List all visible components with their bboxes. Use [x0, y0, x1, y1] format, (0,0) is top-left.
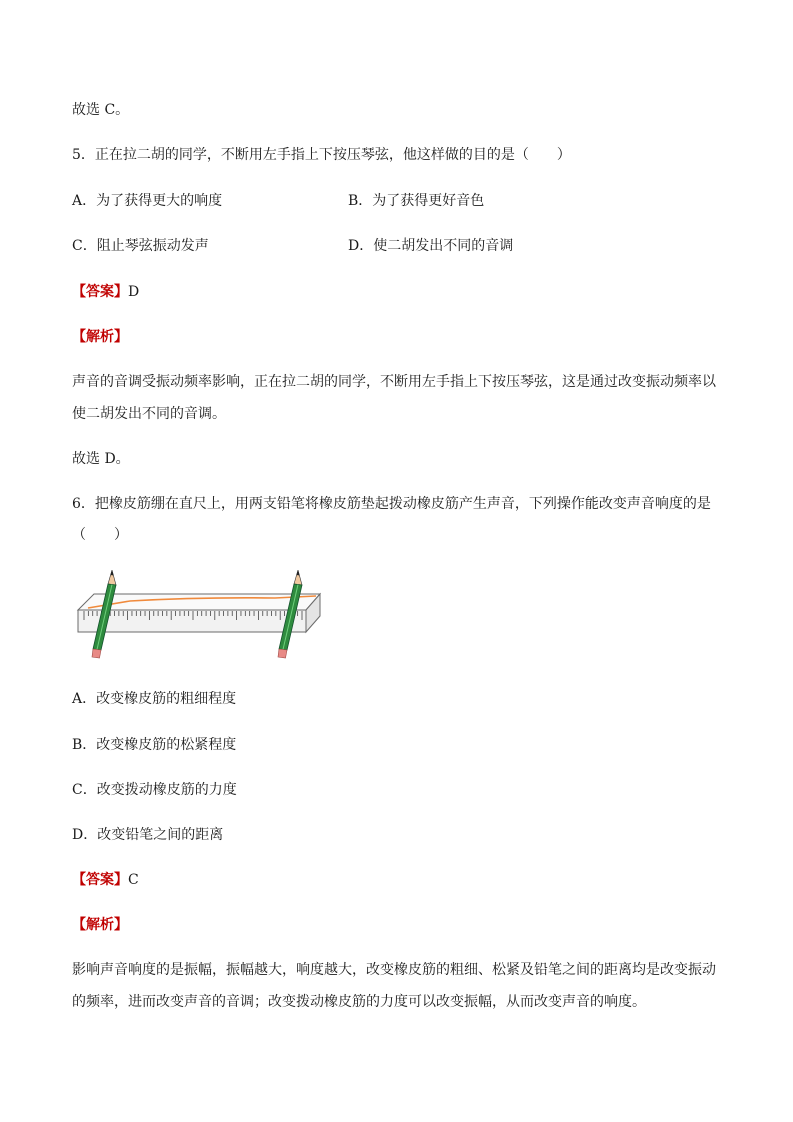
q6-stem-line-1: 6．把橡皮筋绷在直尺上，用两支铅笔将橡皮筋垫起拨动橡皮筋产生声音，下列操作能改变声音响度的是 [72, 496, 711, 512]
q5-answer [72, 282, 139, 302]
answer-label: 【答案】 [72, 872, 128, 888]
q5-option-b: B．为了获得更好音色 [348, 193, 485, 209]
ruler-top-face [78, 594, 320, 610]
q5-analysis-line-2: 使二胡发出不同的音调。 [72, 406, 226, 422]
ruler-pencils-figure [70, 570, 322, 662]
q5-analysis-line-1: 声音的音调受振动频率影响，正在拉二胡的同学，不断用左手指上下按压琴弦，这是通过改变振动频率以 [72, 374, 716, 390]
q6-option-a: A．改变橡皮筋的粗细程度 [72, 691, 237, 707]
q5-conclusion: 故选 D。 [72, 451, 130, 467]
q6-analysis-line-1: 影响声音响度的是振幅，振幅越大，响度越大，改变橡皮筋的粗细、松紧及铅笔之间的距离均是改变振动 [72, 962, 716, 978]
q5-analysis-heading [72, 327, 128, 347]
answer-label: 【答案】 [72, 284, 128, 300]
q5-option-a: A．为了获得更大的响度 [72, 193, 223, 209]
q6-analysis-line-2: 的频率，进而改变声音的音调；改变拨动橡皮筋的力度可以改变振幅，从而改变声音的响度。 [72, 994, 646, 1010]
analysis-label: 【解析】 [72, 917, 128, 933]
q5-stem: 5．正在拉二胡的同学，不断用左手指上下按压琴弦，他这样做的目的是（ ） [72, 147, 571, 163]
answer-value: D [128, 284, 140, 300]
answer-value: C [128, 872, 139, 888]
q5-option-c: C．阻止琴弦振动发声 [72, 238, 209, 254]
q6-option-d: D．改变铅笔之间的距离 [72, 827, 224, 843]
q4-conclusion: 故选 C。 [72, 102, 130, 118]
q6-answer [72, 870, 139, 890]
q6-option-b: B．改变橡皮筋的松紧程度 [72, 737, 237, 753]
q6-option-c: C．改变拨动橡皮筋的力度 [72, 782, 237, 798]
q5-option-d: D．使二胡发出不同的音调 [348, 238, 514, 254]
q6-analysis-heading [72, 915, 128, 935]
q6-stem-line-2: （ ） [72, 527, 128, 543]
analysis-label: 【解析】 [72, 329, 128, 345]
